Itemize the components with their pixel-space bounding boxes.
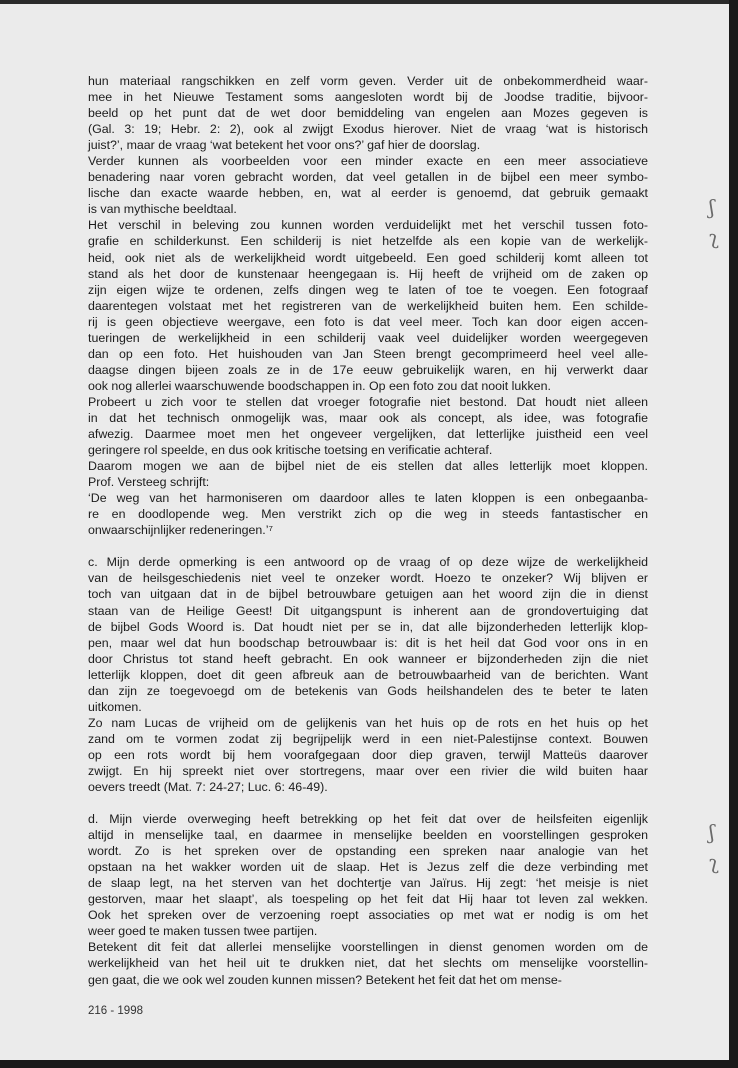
text-line: Prof. Versteeg schrijft: <box>88 475 210 490</box>
paragraph <box>88 217 648 394</box>
paragraph <box>88 490 648 538</box>
paragraph <box>88 811 648 939</box>
text-line: heid, ook niet als de werkelijkheid wordt uitgebeeld. Een goed schilderij komt alleen tot <box>88 250 648 265</box>
text-line: weer goed te maken tussen twee partijen. <box>88 924 318 939</box>
paragraph <box>88 153 648 217</box>
text-line: daarentegen volstaat met het registreren van de werkelijkheid buiten hem. Een schilde- <box>88 298 648 313</box>
text-line: Het verschil in beleving zou kunnen worden verduidelijkt met het verschil tussen foto- <box>88 218 648 233</box>
text-line: d. Mijn vierde overweging heeft betrekking op het feit dat over de heilsfeiten eigenlijk <box>88 812 648 827</box>
text-line: door Christus tot stand heeft gebracht. En ook wanneer er bijzonderheden zijn die niet <box>88 651 648 666</box>
text-line: pen, maar wel dat hun boodschap betrouwbaar is: dit is het heil dat God voor ons in en <box>88 635 648 650</box>
scan-edge-right <box>729 0 738 1068</box>
text-line: onwaarschijnlijker redeneringen.’⁷ <box>88 523 273 538</box>
text-line: gestorven, maar het slaapt’, als toespeling op het feit dat Hij haar tot leven zal wekken. <box>88 892 648 907</box>
text-line: ook nog allerlei waarschuwende boodschappen in. Op een foto zou dat nooit lukken. <box>88 378 551 393</box>
text-line: altijd in menselijke taal, en daarmee in menselijke beelden en voorstellingen gesproken <box>88 828 648 843</box>
text-line: opstaan na het wakker worden uit de slaap. Het is Jezus zelf die deze verbinding met <box>88 860 648 875</box>
text-line: afwezig. Daarmee moet men het ongeveer vergelijken, dat letterlijke juistheid een veel <box>88 427 648 442</box>
text-line: zwijgt. En hij spreekt niet over stortregens, maar over een rivier die wild buiten haar <box>88 763 648 778</box>
text-line: in dat het technisch onmogelijk was, maar ook als concept, als idee, was fotografie <box>88 410 648 425</box>
text-line: juist?’, maar de vraag ‘wat betekent het voor ons?’ gaf hier de doorslag. <box>88 138 481 153</box>
text-line: beeld op het punt dat de wet door bemiddeling van engelen aan Mozes gegeven is <box>88 106 648 121</box>
paragraph <box>88 73 648 153</box>
text-line: van de heilsgeschiedenis niet veel te onzeker wordt. Hoezo te onzeker? Wij blijven er <box>88 571 648 586</box>
text-line: letterlijk kloppen, doet dit geen afbreuk aan de betrouwbaarheid van de berichten. Want <box>88 667 648 682</box>
text-line: Probeert u zich voor te stellen dat vroeger fotografie niet bestond. Dat houdt niet alleen <box>88 394 648 409</box>
text-line: oevers treedt (Mat. 7: 24-27; Luc. 6: 46-49). <box>88 780 328 795</box>
text-line: daagse dingen bijeen zoals ze in de 17e eeuw gebruikelijk waren, en hij verwerkt daar <box>88 362 648 377</box>
margin-mark: ʃ <box>709 195 715 219</box>
paragraph <box>88 394 648 458</box>
scan-edge-top <box>0 0 738 4</box>
text-line: mee in het Nieuwe Testament soms aangesloten wordt bij de Joodse traditie, bijvoor- <box>88 90 648 105</box>
text-line: werkelijkheid van het heil uit te drukken niet, dat het slechts om menselijke voorstellin- <box>88 956 648 971</box>
text-line: de bijbel Gods Woord is. Dat houdt niet per se in, dat alle bijzonderheden letterlijk klop- <box>88 619 648 634</box>
text-line: op een rots wordt bij hem voorafgegaan door diep graven, terwijl Matteüs daarover <box>88 747 648 762</box>
text-line: Zo nam Lucas de vrijheid om de gelijkenis van het huis op de rots en het huis op het <box>88 715 648 730</box>
text-line: uitkomen. <box>88 699 142 714</box>
text-line: tueringen de werkelijkheid in een schilderij vaak veel duidelijker worden weergegeven <box>88 330 648 345</box>
scan-edge-bottom <box>0 1060 738 1068</box>
text-line: Verder kunnen als voorbeelden voor een minder exacte en een meer associatieve <box>88 154 648 169</box>
text-line: dan zijn ze toegevoegd om de betekenis van Gods heilshandelen des te beter te laten <box>88 683 648 698</box>
text-line: gen gaat, die we ook wel zouden kunnen missen? Betekent het feit dat het om mense- <box>88 972 562 987</box>
text-line: geringere rol speelde, en dus ook kritische toetsing en verificatie achteraf. <box>88 443 493 458</box>
paragraph <box>88 458 648 490</box>
text-line: de slaap legt, na het sterven van het dochtertje van Jaïrus. Hij zegt: ‘het meisje is niet <box>88 876 648 891</box>
text-line: zand om te vormen zodat zij begrijpelijk werd in een niet-Palestijnse context. Bouwen <box>88 731 648 746</box>
text-line: wordt. Zo is het spreken over de opstanding een spreken naar analogie van het <box>88 844 648 859</box>
margin-mark: ʃ <box>709 820 715 844</box>
text-line: toch van uitgaan dat in de bijbel betrouwbare getuigen aan het woord zijn die in dienst <box>88 587 648 602</box>
text-line: staan van de Heilige Geest! Dit uitgangspunt is inherent aan de grondovertuiging dat <box>88 603 648 618</box>
page-footer: 216 - 1998 <box>88 1005 143 1017</box>
paragraph <box>88 939 648 987</box>
text-line: hun materiaal rangschikken en zelf vorm geven. Verder uit de onbekommerdheid waar- <box>88 74 648 88</box>
text-line: lische dan exacte waarde hebben, en, wat al eerder is genoemd, dat gebruik gemaakt <box>88 186 648 201</box>
paragraph <box>88 554 648 714</box>
text-line: Ook het spreken over de verzoening roept associaties op met wat er nodig is om het <box>88 908 648 923</box>
text-line: Daarom mogen we aan de bijbel niet de eis stellen dat alles letterlijk moet kloppen. <box>88 459 648 474</box>
text-line: re en doodlopende weg. Men verstrikt zich op die weg in steeds fantastischer en <box>88 507 648 522</box>
paragraph <box>88 715 648 795</box>
text-line: c. Mijn derde opmerking is een antwoord op de vraag of op deze wijze de werkelijkheid <box>88 555 648 570</box>
text-line: grafie en schilderkunst. Een schilderij is niet hetzelfde als een kopie van de werkelijk- <box>88 234 648 249</box>
text-line: ‘De weg van het harmoniseren om daardoor alles te laten kloppen is een onbegaanba- <box>88 491 648 506</box>
body-text <box>88 73 648 988</box>
text-line: is van mythische beeldtaal. <box>88 202 237 217</box>
text-line: stand als het door de kunstenaar heengegaan is. Hij heeft de vrijheid om de zaken op <box>88 266 648 281</box>
text-line: (Gal. 3: 19; Hebr. 2: 2), ook al zwijgt Exodus hierover. Niet de vraag ‘wat is historisch <box>88 122 648 137</box>
text-line: zijn eigen wijze te ordenen, zelfs dingen weg te laten of toe te voegen. Een fotograaf <box>88 282 648 297</box>
text-line: rij is geen objectieve weergave, een foto is dat veel meer. Toch kan door eigen accen- <box>88 314 648 329</box>
margin-mark: ʅ <box>709 225 719 249</box>
margin-mark: ʅ <box>709 850 719 874</box>
text-line: dan op een foto. Het huishouden van Jan Steen brengt gecomprimeerd heel veel alle- <box>88 346 648 361</box>
text-line: Betekent dit feit dat allerlei menselijke voorstellingen in dienst genomen worden om de <box>88 940 648 955</box>
text-line: benadering naar voren gebracht worden, dat veel getallen in de bijbel een meer symbo- <box>88 170 648 185</box>
